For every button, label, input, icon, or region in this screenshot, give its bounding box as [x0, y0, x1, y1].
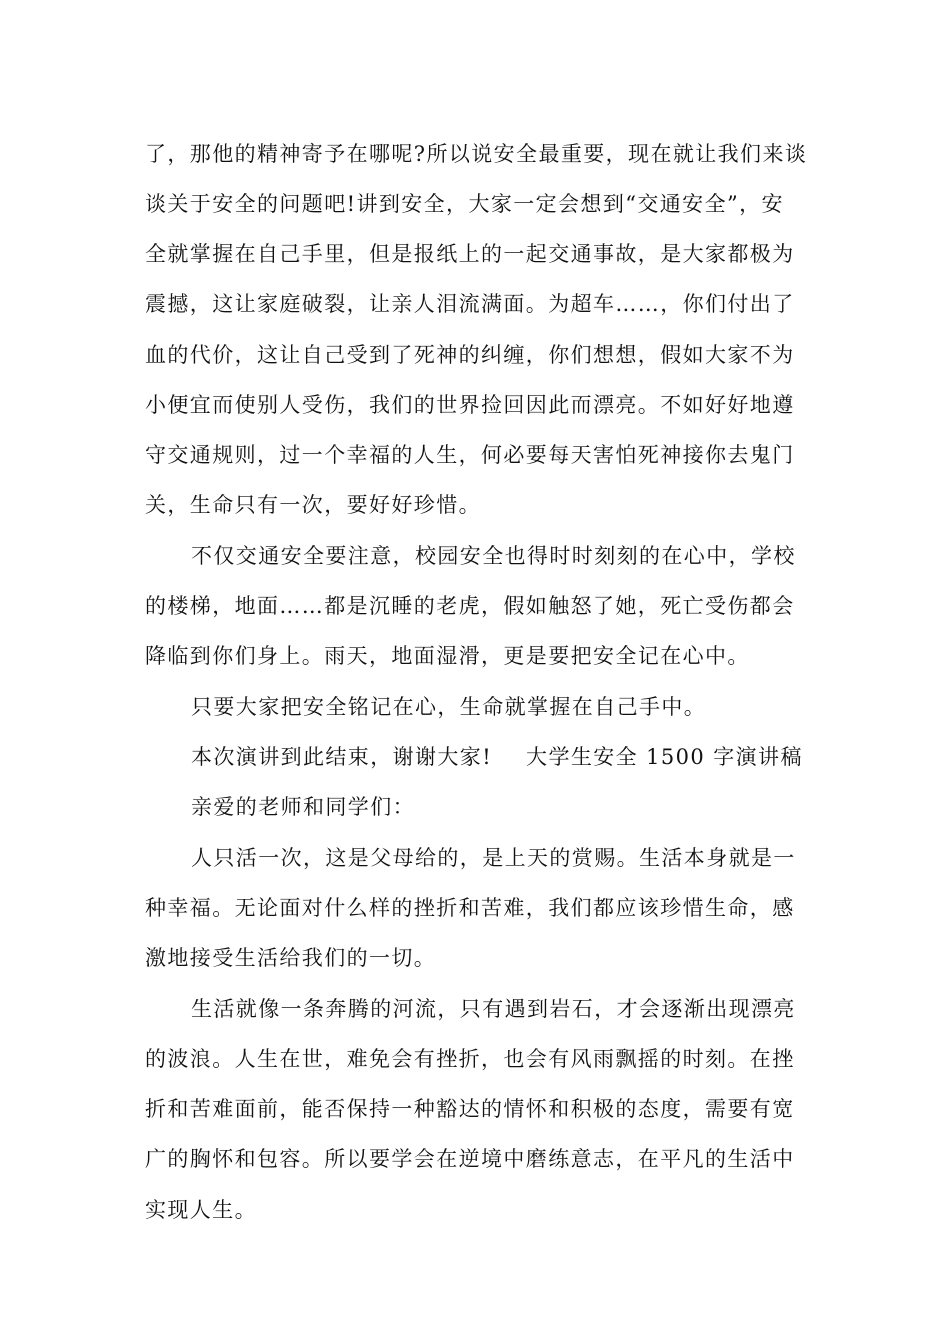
text-line: 了，那他的精神寄予在哪呢?所以说安全最重要，现在就让我们来谈	[145, 142, 808, 166]
text-line: 的波浪。人生在世，难免会有挫折，也会有风雨飘摇的时刻。在挫	[145, 1047, 795, 1071]
text-line: 生活就像一条奔腾的河流，只有遇到岩石，才会逐渐出现漂亮	[191, 997, 796, 1021]
text-line: 只要大家把安全铭记在心，生命就掌握在自己手中。	[191, 695, 707, 719]
text-line: 种幸福。无论面对什么样的挫折和苦难，我们都应该珍惜生命，感	[145, 896, 795, 920]
text-line: 折和苦难面前，能否保持一种豁达的情怀和积极的态度，需要有宽	[145, 1097, 795, 1121]
text-line: 广的胸怀和包容。所以要学会在逆境中磨练意志，在平凡的生活中	[145, 1147, 795, 1171]
text-line: 实现人生。	[145, 1198, 257, 1222]
text-line: 小便宜而使别人受伤，我们的世界捡回因此而漂亮。不如好好地遵	[145, 393, 795, 417]
text-line: 血的代价，这让自己受到了死神的纠缠，你们想想，假如大家不为	[145, 343, 795, 367]
text-line: 谈关于安全的问题吧!讲到安全，大家一定会想到“交通安全”，安	[145, 192, 784, 216]
text-line: 人只活一次，这是父母给的，是上天的赏赐。生活本身就是一	[191, 846, 796, 870]
text-line: 守交通规则，过一个幸福的人生，何必要每天害怕死神接你去鬼门	[145, 443, 795, 467]
text-line: 震撼，这让家庭破裂，让亲人泪流满面。为超车……，你们付出了	[145, 292, 795, 316]
closing-text: 本次演讲到此结束，谢谢大家!	[191, 745, 493, 769]
text-line: 全就掌握在自己手里，但是报纸上的一起交通事故，是大家都极为	[145, 242, 795, 266]
speech-title: 大学生安全 1500 字演讲稿	[526, 745, 803, 769]
text-line: 不仅交通安全要注意，校园安全也得时时刻刻的在心中，学校	[191, 544, 796, 568]
text-line: 降临到你们身上。雨天，地面湿滑，更是要把安全记在心中。	[145, 644, 750, 668]
text-line: 关，生命只有一次，要好好珍惜。	[145, 493, 481, 517]
text-line: 的楼梯，地面……都是沉睡的老虎，假如触怒了她，死亡受伤都会	[145, 594, 795, 618]
salutation: 亲爱的老师和同学们：	[191, 795, 415, 819]
text-line: 激地接受生活给我们的一切。	[145, 946, 437, 970]
closing-line	[145, 742, 803, 772]
